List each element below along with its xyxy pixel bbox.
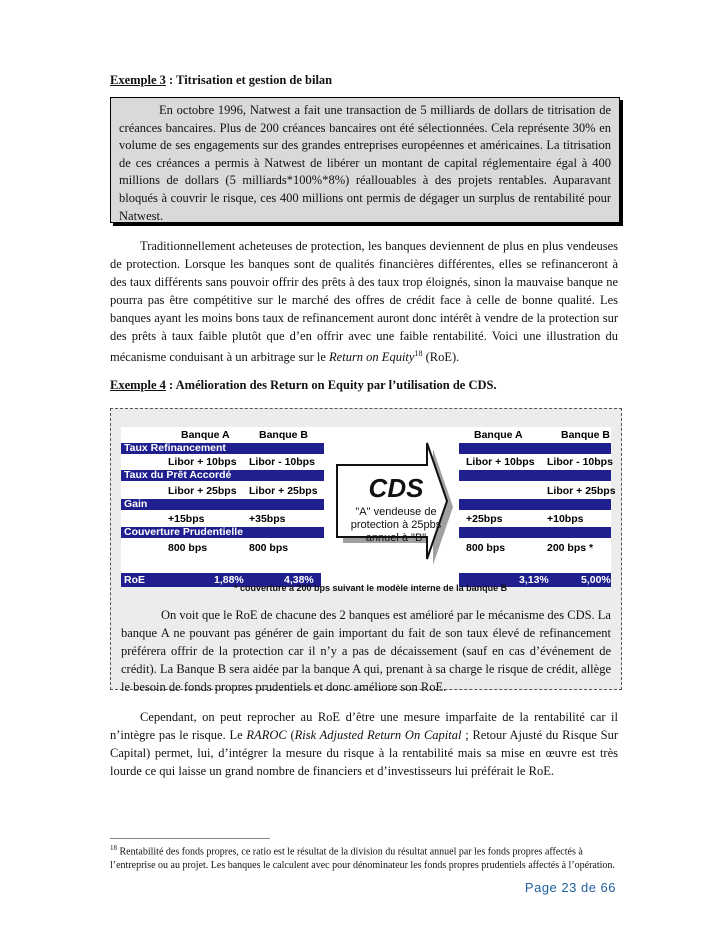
refi-a-right: Libor + 10bps [466, 456, 535, 468]
example-3-label: Exemple 3 [110, 73, 166, 87]
row-couverture: Couverture Prudentielle [121, 527, 324, 538]
paragraph-2-text: Cependant, on peut reprocher au RoE d’être une mesure imparfaite de la rentabilité car il n’intègre pas le risque. Le [110, 710, 618, 742]
cds-example-box [110, 408, 622, 694]
gain-b-right: +10bps [547, 513, 584, 525]
paragraph-1-end: (RoE). [422, 350, 460, 365]
return-on-equity-term: Return on Equity [329, 350, 415, 365]
table-note: * couverture à 200 bps suivant le modèle interne de la banque B [234, 583, 508, 593]
footnote-separator [110, 838, 270, 839]
row-pret-right-band [459, 470, 611, 481]
roe-b-right: 5,00% [581, 574, 611, 586]
raroc-full-term: Risk Adjusted Return On Capital [294, 728, 462, 742]
refi-a: Libor + 10bps [168, 456, 237, 468]
pret-a: Libor + 25bps [168, 485, 237, 497]
header-bank-a-right: Banque A [474, 429, 523, 441]
cds-explanation: On voit que le RoE de chacune des 2 banques est amélioré par le mécanisme des CDS. La banque A ne pouvant pas générer de gain important du fait de son taux élevé de refinancement préférera offrir de la protection car il n’y a pas de décaissement (sauf en cas d’événement de crédit). La Banque B sera aidée par la banque A qui, prenant à sa charge le risque de crédit, allège le besoin de fonds propres prudentiels et donc améliore son RoE. [121, 608, 611, 694]
pret-b: Libor + 25bps [249, 485, 318, 497]
footnote-text: Rentabilité des fonds propres, ce ratio est le résultat de la division du résultat annuel par les fonds propres affectés à l’entreprise ou au projet. Les banques le calculent avec pour dénominateur les fonds propres prudentiels affectés à l’opération. [110, 846, 615, 872]
cov-b: 800 bps [249, 542, 289, 554]
footnote-18 [110, 841, 620, 873]
example-4-subtitle: : Amélioration des Return on Equity par l’utilisation de CDS. [165, 378, 497, 392]
footnote-ref-18: 18 [414, 349, 423, 358]
natwest-box-text: En octobre 1996, Natwest a fait une transaction de 5 milliards de dollars de titrisation de créances bancaires. Plus de 200 créances bancaires ont été sélectionnées. Cela représente 30% en volume de ses engagements sur des grandes entreprises européennes et américaines. La titrisation de ces créances a permis à Natwest de libérer un montant de capital réglementaire égal à 400 millions de dollars (5 milliards*100%*8%) réallouables à des projets rentables. Auparavant bloqués à couvrir le risque, ces 400 millions ont permis de dégager un surplus de rentabilité pour Natwest. [119, 103, 611, 223]
example-3-title [110, 73, 332, 88]
example-4-title [110, 378, 497, 393]
cov-b-right: 200 bps * [547, 542, 594, 554]
paragraph-2 [110, 708, 618, 780]
row-pret: Taux du Prêt Accordé [121, 470, 324, 481]
cds-caption [326, 506, 466, 545]
refi-b-right: Libor - 10bps [547, 456, 613, 468]
paragraph-1-text: Traditionnellement acheteuses de protection, les banques deviennent de plus en plus vendeuses de protection. Lorsque les banques sont de qualités financières différentes, elles se refinanceront à des taux différents sans pouvoir offrir des prêts à des taux trop éloignés, sinon la mauvaise banque ne pourra pas être compétitive sur le marché des offres de crédit face à celle de bonne qualité. Les banques ayant les moins bons taux de refinancement auront donc intérêt à vendre de la protection sur des prêts à taux faible plutôt que d’en offrir avec une faible rentabilité. Voici une illustration du mécanisme conduisant à un arbitrage sur le [110, 239, 618, 365]
roe-b: 4,38% [284, 574, 314, 586]
gain-a-right: +25bps [466, 513, 503, 525]
gain-a: +15bps [168, 513, 205, 525]
cov-a: 800 bps [168, 542, 208, 554]
paragraph-2-paren: ( [286, 728, 295, 742]
row-gain: Gain [121, 499, 324, 510]
roe-a-right: 3,13% [519, 574, 549, 586]
roe-a: 1,88% [214, 574, 244, 586]
roe-label: RoE [124, 574, 145, 586]
roe-table [121, 427, 616, 587]
paragraph-1 [110, 237, 618, 366]
footnote-number: 18 [110, 844, 117, 852]
gain-b: +35bps [249, 513, 286, 525]
pret-b-right: Libor + 25bps [547, 485, 616, 497]
cds-title: CDS [368, 473, 424, 503]
paragraph-2-end: ; Retour Ajusté du Risque Sur Capital) permet, lui, d’intégrer la mesure du risque à la rentabilité mais sa mise en œuvre est très lourde ce qui laisse un grand nombre de financiers et d’investisseurs lui préférait le RoE. [110, 728, 618, 778]
row-gain-right-band [459, 499, 611, 510]
cds-caption-line-2: protection à 25pbs [350, 519, 442, 531]
header-bank-b: Banque B [259, 429, 309, 441]
refi-b: Libor - 10bps [249, 456, 315, 468]
row-refinancement: Taux Refinancement [121, 443, 324, 454]
cds-caption-line-3: annuel à "B" [365, 532, 427, 544]
row-couverture-right-band [459, 527, 611, 538]
cds-caption-line-1: "A" vendeuse de [355, 506, 437, 518]
raroc-term: RAROC [246, 728, 287, 742]
cov-a-right: 800 bps [466, 542, 506, 554]
example-4-label: Exemple 4 [110, 378, 166, 392]
natwest-box [110, 97, 620, 223]
row-refinancement-right-band [459, 443, 611, 454]
example-3-subtitle: : Titrisation et gestion de bilan [165, 73, 333, 87]
header-bank-b-right: Banque B [561, 429, 611, 441]
header-bank-a: Banque A [181, 429, 230, 441]
page-number: Page 23 de 66 [524, 880, 616, 895]
